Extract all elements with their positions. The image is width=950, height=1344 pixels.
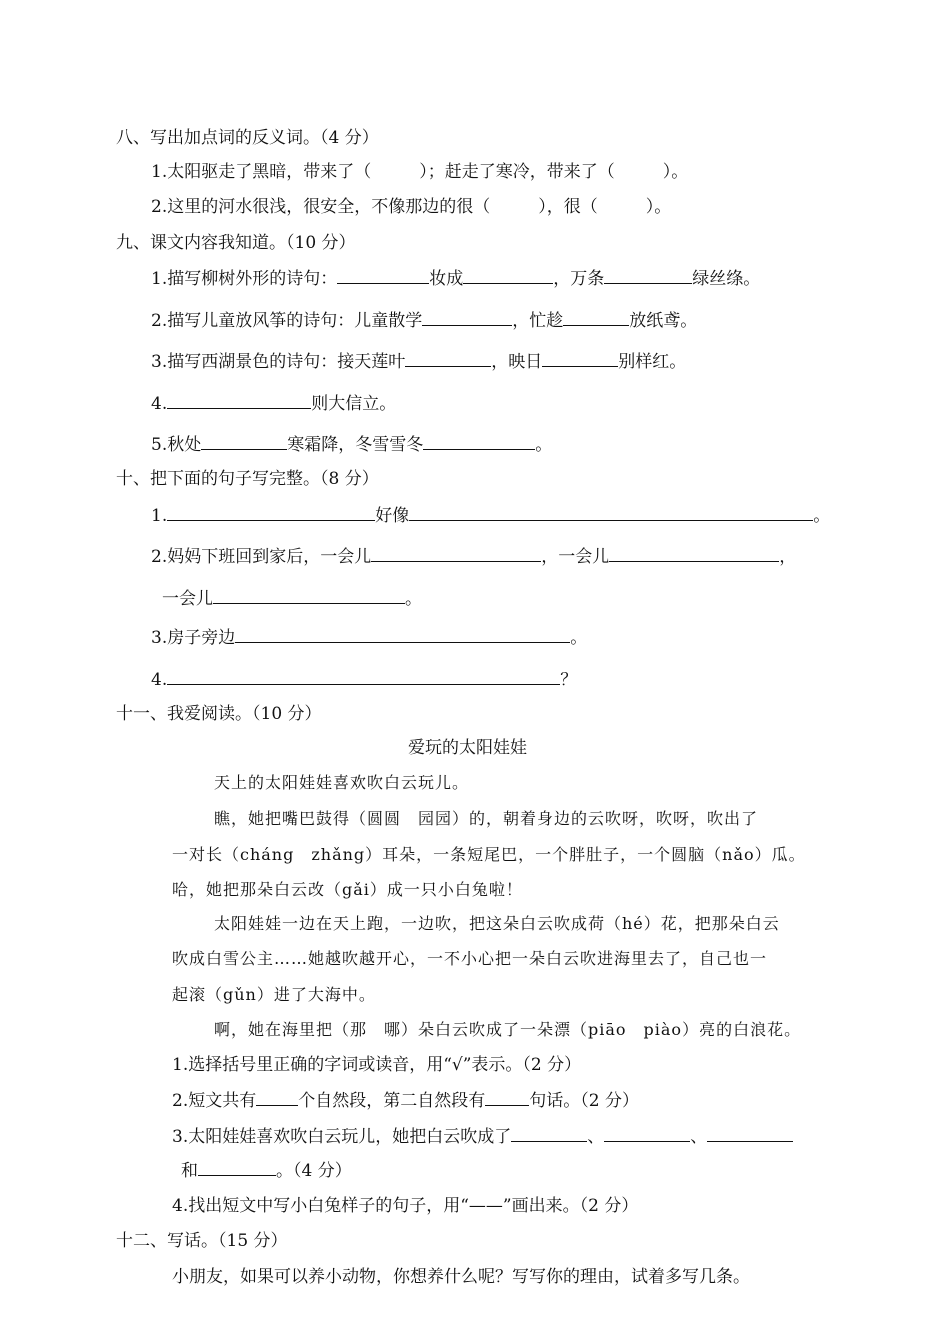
reading-paragraph-3-line-1: 太阳娃娃一边在天上跑，一边吹，把这朵白云吹成荷（hé）花，把那朵白云 bbox=[214, 914, 780, 933]
answer-blank[interactable] bbox=[604, 267, 692, 284]
reading-paragraph-2-line-3: 哈，她把那朵白云改（gǎi）成一只小白兔啦！ bbox=[172, 880, 523, 899]
section-9-heading: 九、课文内容我知道。（10 分） bbox=[116, 233, 356, 253]
s9-question-5: 5.秋处 寒霜降，冬雪雪冬 。 bbox=[151, 435, 553, 455]
answer-blank[interactable] bbox=[405, 350, 491, 367]
reading-paragraph-4: 啊，她在海里把（那 哪）朵白云吹成了一朵漂（piāo piào）亮的白浪花。 bbox=[214, 1020, 802, 1039]
answer-blank[interactable] bbox=[542, 350, 618, 367]
answer-blank[interactable] bbox=[423, 433, 535, 450]
answer-blank[interactable] bbox=[167, 668, 560, 685]
reading-paragraph-2-line-2: 一对长（cháng zhǎng）耳朵，一条短尾巴，一个胖肚子，一个圆脑（nǎo）瓜。 bbox=[172, 845, 806, 864]
s9-question-1: 1.描写柳树外形的诗句： 妆成 ，万条 绿丝绦。 bbox=[151, 269, 761, 289]
s8-question-2: 2.这里的河水很浅，很安全，不像那边的很（ ），很（ ）。 bbox=[151, 197, 672, 217]
answer-blank[interactable] bbox=[198, 1159, 276, 1176]
s11-question-2: 2.短文共有 个自然段，第二自然段有 句话。（2 分） bbox=[172, 1091, 639, 1111]
writing-prompt: 小朋友，如果可以养小动物，你想养什么呢？写写你的理由，试着多写几条。 bbox=[172, 1267, 750, 1287]
section-8-heading: 八、写出加点词的反义词。（4 分） bbox=[116, 128, 379, 148]
answer-blank[interactable] bbox=[337, 267, 429, 284]
s11-question-3-cont: 和 。（4 分） bbox=[181, 1161, 352, 1181]
answer-blank[interactable] bbox=[563, 309, 629, 326]
section-11-heading: 十一、我爱阅读。（10 分） bbox=[116, 704, 322, 724]
reading-paragraph-3-line-2: 吹成白雪公主……她越吹越开心，一不小心把一朵白云吹进海里去了，自己也一 bbox=[172, 949, 768, 968]
s10-question-3: 3.房子旁边 。 bbox=[151, 628, 588, 648]
answer-blank[interactable] bbox=[409, 504, 813, 521]
answer-blank[interactable] bbox=[604, 1125, 690, 1142]
answer-blank[interactable] bbox=[201, 433, 287, 450]
s11-question-1: 1.选择括号里正确的字词或读音，用“√”表示。（2 分） bbox=[172, 1055, 582, 1075]
s10-question-1: 1. 好像 。 bbox=[151, 506, 831, 526]
s10-question-2-cont: 一会儿 。 bbox=[162, 589, 422, 609]
s9-question-4: 4. 则大信立。 bbox=[151, 394, 397, 414]
s11-question-4: 4.找出短文中写小白兔样子的句子，用“——”画出来。（2 分） bbox=[172, 1196, 639, 1216]
answer-blank[interactable] bbox=[371, 545, 541, 562]
s9-question-3: 3.描写西湖景色的诗句：接天莲叶 ，映日 别样红。 bbox=[151, 352, 687, 372]
answer-blank[interactable] bbox=[256, 1089, 298, 1106]
section-12-heading: 十二、写话。（15 分） bbox=[116, 1231, 288, 1251]
s10-question-2: 2.妈妈下班回到家后，一会儿 ，一会儿 ， bbox=[151, 547, 797, 567]
answer-blank[interactable] bbox=[422, 309, 512, 326]
s11-question-3: 3.太阳娃娃喜欢吹白云玩儿，她把白云吹成了 、 、 bbox=[172, 1125, 793, 1148]
reading-paragraph-3-line-3: 起滚（gǔn）进了大海中。 bbox=[172, 985, 376, 1004]
reading-paragraph-2-line-1: 瞧，她把嘴巴鼓得（圆圆 园园）的，朝着身边的云吹呀，吹呀，吹出了 bbox=[214, 809, 759, 828]
answer-blank[interactable] bbox=[707, 1125, 793, 1142]
answer-blank[interactable] bbox=[235, 626, 570, 643]
answer-blank[interactable] bbox=[485, 1089, 529, 1106]
answer-blank[interactable] bbox=[213, 587, 405, 604]
answer-blank[interactable] bbox=[167, 392, 311, 409]
s10-question-4: 4. ？ bbox=[151, 670, 578, 690]
reading-paragraph-1: 天上的太阳娃娃喜欢吹白云玩儿。 bbox=[214, 773, 470, 792]
s9-question-2: 2.描写儿童放风筝的诗句：儿童散学 ，忙趁 放纸鸢。 bbox=[151, 311, 698, 331]
answer-blank[interactable] bbox=[511, 1125, 587, 1142]
section-10-heading: 十、把下面的句子写完整。（8 分） bbox=[116, 469, 379, 489]
answer-blank[interactable] bbox=[463, 267, 553, 284]
s8-question-1: 1.太阳驱走了黑暗，带来了（ ）；赶走了寒冷，带来了（ ）。 bbox=[151, 162, 689, 182]
answer-blank[interactable] bbox=[609, 545, 779, 562]
reading-title: 爱玩的太阳娃娃 bbox=[408, 738, 527, 758]
answer-blank[interactable] bbox=[167, 504, 375, 521]
